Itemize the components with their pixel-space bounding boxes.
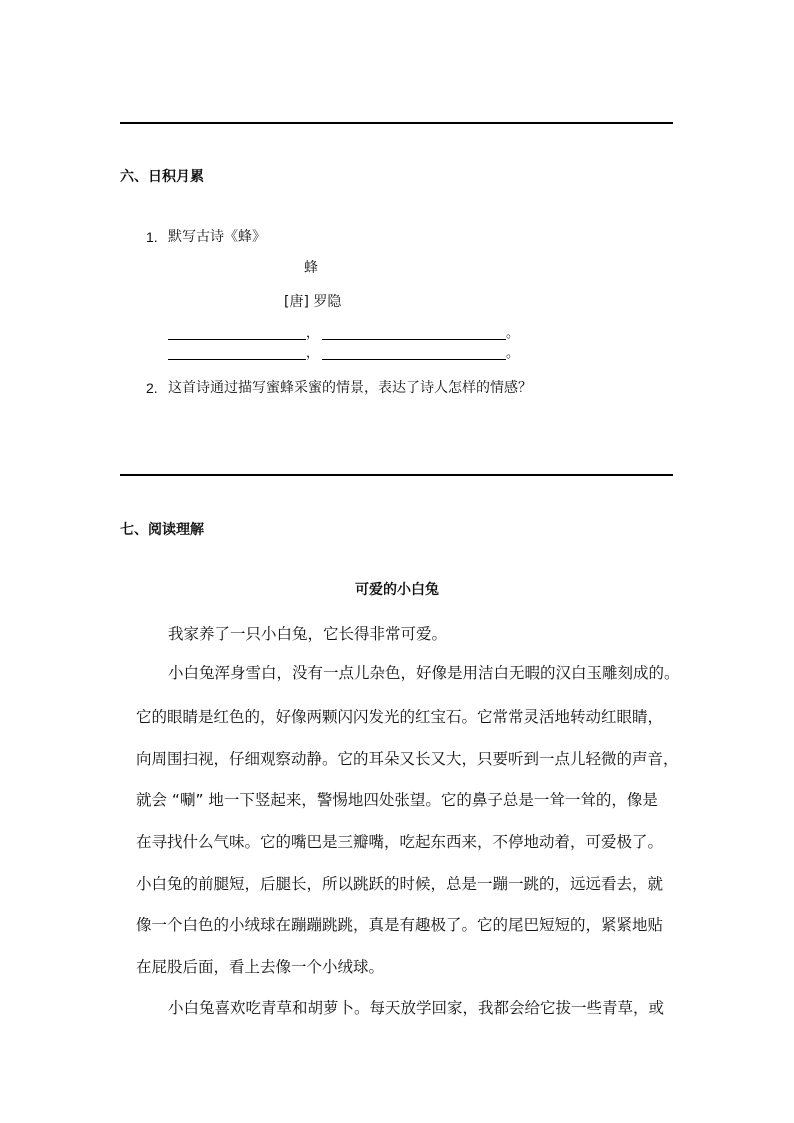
poem-title: 蜂 xyxy=(304,260,318,276)
question-2-text: 这首诗通过描写蜜蜂采蜜的情景，表达了诗人怎样的情感？ xyxy=(168,380,532,396)
story-line: 它的眼睛是红色的，好像两颗闪闪发光的红宝石。它常常灵活地转动红眼睛， xyxy=(136,708,664,726)
story-line: 小白兔浑身雪白，没有一点儿杂色，好像是用洁白无暇的汉白玉雕刻成的。 xyxy=(168,664,680,682)
story-line: 像一个白色的小绒球在蹦蹦跳跳，真是有趣极了。它的尾巴短短的，紧紧地贴 xyxy=(136,916,664,934)
poem-blank-2b[interactable] xyxy=(322,347,506,360)
section-divider-top xyxy=(120,122,673,124)
period: 。 xyxy=(506,326,520,341)
period: 。 xyxy=(506,346,520,361)
poem-blank-1b[interactable] xyxy=(322,327,506,340)
story-line: 向周围扫视，仔细观察动静。它的耳朵又长又大，只要听到一点儿轻微的声音， xyxy=(136,750,679,768)
section-6-heading: 六、日积月累 xyxy=(120,169,204,185)
story-title: 可爱的小白兔 xyxy=(355,582,439,598)
poem-blank-1a[interactable] xyxy=(168,327,306,340)
story-line: 我家养了一只小白兔，它长得非常可爱。 xyxy=(168,625,448,643)
story-line: 就会 “唰” 地一下竖起来，警惕地四处张望。它的鼻子总是一耸一耸的，像是 xyxy=(136,791,658,809)
comma: ， xyxy=(306,346,320,361)
poem-blank-2a[interactable] xyxy=(168,347,306,360)
question-1-text: 默写古诗《蜂》 xyxy=(168,229,266,245)
story-line: 在寻找什么气味。它的嘴巴是三瓣嘴，吃起东西来，不停地动着，可爱极了。 xyxy=(136,833,664,851)
section-7-heading: 七、阅读理解 xyxy=(120,522,204,538)
question-2-number: 2. xyxy=(146,380,158,396)
story-line: 小白兔喜欢吃青草和胡萝卜。每天放学回家，我都会给它拔一些青草，或 xyxy=(168,999,665,1017)
comma: ， xyxy=(306,326,320,341)
poem-line-1 xyxy=(168,326,522,340)
story-line: 小白兔的前腿短，后腿长，所以跳跃的时候，总是一蹦一跳的，远远看去，就 xyxy=(136,875,664,893)
poem-line-2 xyxy=(168,346,522,360)
poem-author: [唐] 罗隐 xyxy=(284,294,342,310)
question-1-number: 1. xyxy=(146,229,158,245)
story-line: 在屁股后面，看上去像一个小绒球。 xyxy=(136,958,385,976)
section-divider-middle xyxy=(120,474,673,476)
